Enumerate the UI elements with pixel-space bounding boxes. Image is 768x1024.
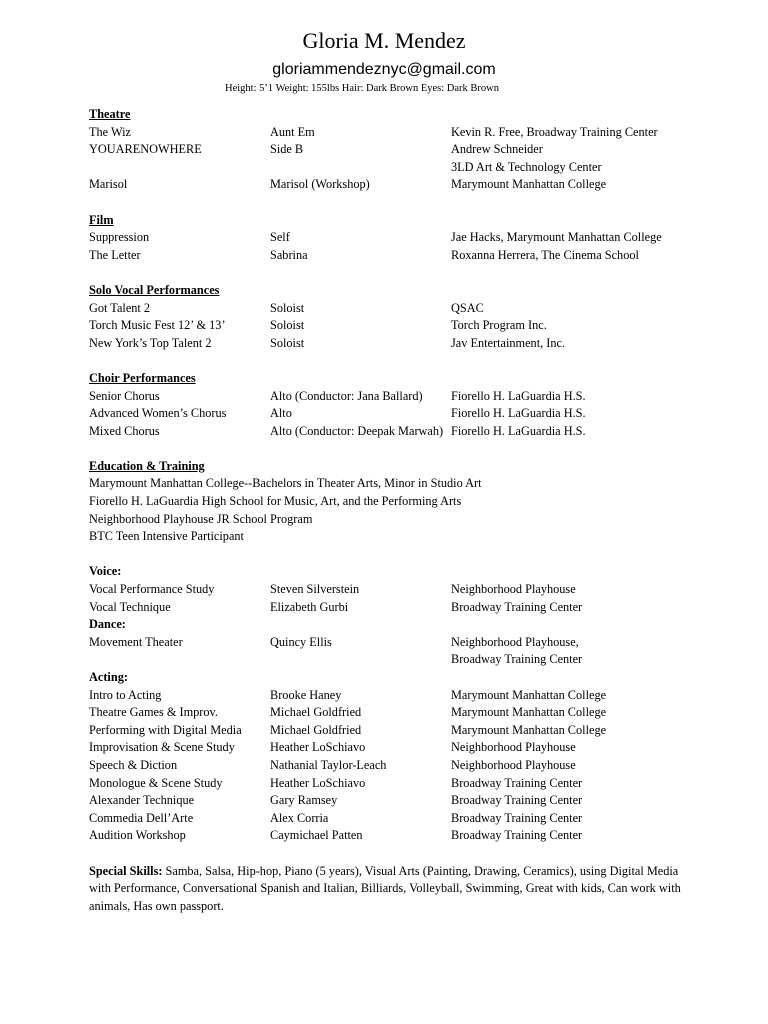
table-row <box>89 651 719 669</box>
table-row <box>89 141 719 159</box>
credit-title: YOUARENOWHERE <box>89 142 202 157</box>
credit-role: Elizabeth Gurbi <box>270 599 349 614</box>
credit-role: Heather LoSchiavo <box>270 775 366 790</box>
credit-venue: Roxanna Herrera, The Cinema School <box>451 247 639 262</box>
table-row <box>89 388 719 406</box>
credit-role: Michael Goldfried <box>270 705 362 720</box>
section-heading-choir: Choir Performances <box>89 370 196 385</box>
dance-table <box>89 634 719 669</box>
credit-role: Soloist <box>270 335 305 350</box>
education-line: Neighborhood Playhouse JR School Program <box>89 511 313 526</box>
credit-role: Sabrina <box>270 247 308 262</box>
credit-title: Senior Chorus <box>89 388 160 403</box>
solo-vocal-table <box>89 300 719 353</box>
education-line: Fiorello H. LaGuardia High School for Music, Art, and the Performing Arts <box>89 494 462 509</box>
credit-role: Self <box>270 230 290 245</box>
table-row <box>89 581 719 599</box>
section-heading-film: Film <box>89 212 114 227</box>
credit-role: Alto <box>270 406 292 421</box>
credit-role: Alto (Conductor: Jana Ballard) <box>270 388 423 403</box>
credit-role: Alex Corria <box>270 810 329 825</box>
table-row <box>89 704 719 722</box>
table-row <box>89 792 719 810</box>
credit-venue: Neighborhood Playhouse <box>451 740 576 755</box>
credit-title: Audition Workshop <box>89 828 186 843</box>
acting-table <box>89 687 719 845</box>
credit-role: Quincy Ellis <box>270 634 332 649</box>
credit-title: Marisol <box>89 177 128 192</box>
credit-role: Alto (Conductor: Deepak Marwah) <box>270 423 444 438</box>
credit-venue: Fiorello H. LaGuardia H.S. <box>451 406 586 421</box>
section-heading-theatre: Theatre <box>89 107 131 121</box>
credit-title: Torch Music Fest 12’ & 13’ <box>89 318 226 333</box>
credit-role: Steven Silverstein <box>270 582 360 597</box>
resume-email[interactable]: gloriammendeznyc@gmail.com <box>272 61 496 78</box>
credit-role: Heather LoSchiavo <box>270 740 366 755</box>
credit-venue: Broadway Training Center <box>451 793 583 808</box>
table-row <box>89 317 719 335</box>
credit-title: Advanced Women’s Chorus <box>89 406 227 421</box>
choir-table <box>89 388 719 441</box>
table-row <box>89 124 719 142</box>
credit-title: Suppression <box>89 230 150 245</box>
theatre-table <box>89 124 719 194</box>
table-row <box>89 423 719 441</box>
credit-venue: QSAC <box>451 300 484 315</box>
credit-title: The Letter <box>89 247 141 262</box>
credit-venue: Broadway Training Center <box>451 810 583 825</box>
credit-venue: Broadway Training Center <box>451 599 583 614</box>
credit-title: Speech & Diction <box>89 757 178 772</box>
subheading-acting: Acting: <box>89 670 128 684</box>
credit-venue: Neighborhood Playhouse <box>451 757 576 772</box>
table-row <box>89 827 719 845</box>
table-row <box>89 739 719 757</box>
special-skills-label: Special Skills: <box>89 863 163 878</box>
credit-venue: Neighborhood Playhouse, <box>451 634 579 649</box>
credit-venue: Marymount Manhattan College <box>451 705 607 720</box>
table-row <box>89 176 719 194</box>
credit-title: Got Talent 2 <box>89 300 151 315</box>
credit-title: Mixed Chorus <box>89 423 160 438</box>
credit-title: Theatre Games & Improv. <box>89 705 218 720</box>
subheading-voice: Voice: <box>89 564 122 579</box>
credit-title: Performing with Digital Media <box>89 722 242 737</box>
resume-body <box>89 106 719 915</box>
credit-title: Alexander Technique <box>89 793 195 808</box>
table-row <box>89 229 719 247</box>
credit-title: Commedia Dell’Arte <box>89 810 194 825</box>
credit-venue: Kevin R. Free, Broadway Training Center <box>451 124 658 139</box>
table-row <box>89 722 719 740</box>
credit-role: Side B <box>270 142 304 157</box>
credit-title: Movement Theater <box>89 634 183 649</box>
table-row <box>89 247 719 265</box>
credit-venue: Fiorello H. LaGuardia H.S. <box>451 388 586 403</box>
credit-role: Brooke Haney <box>270 687 342 702</box>
credit-title: The Wiz <box>89 124 131 139</box>
credit-role: Gary Ramsey <box>270 793 338 808</box>
education-list <box>89 475 719 545</box>
film-table <box>89 229 719 264</box>
credit-role: Marisol (Workshop) <box>270 177 370 192</box>
credit-venue: 3LD Art & Technology Center <box>451 159 602 174</box>
subheading-dance: Dance: <box>89 617 126 632</box>
physical-stats: Height: 5’1 Weight: 155lbs Hair: Dark Brown Eyes: Dark Brown <box>225 83 499 94</box>
credit-role: Nathanial Taylor-Leach <box>270 757 387 772</box>
credit-title: New York’s Top Talent 2 <box>89 335 212 350</box>
credit-venue: Andrew Schneider <box>451 142 543 157</box>
credit-venue: Neighborhood Playhouse <box>451 582 576 597</box>
education-line: BTC Teen Intensive Participant <box>89 529 244 544</box>
table-row <box>89 687 719 705</box>
credit-venue: Broadway Training Center <box>451 828 583 843</box>
credit-role: Soloist <box>270 318 305 333</box>
credit-venue: Torch Program Inc. <box>451 318 547 333</box>
credit-role: Soloist <box>270 300 305 315</box>
credit-venue: Marymount Manhattan College <box>451 687 607 702</box>
section-heading-solo-vocal: Solo Vocal Performances <box>89 282 220 297</box>
credit-title: Vocal Performance Study <box>89 582 215 597</box>
education-line: Marymount Manhattan College--Bachelors in Theater Arts, Minor in Studio Art <box>89 476 482 491</box>
resume-name: Gloria M. Mendez <box>302 28 466 53</box>
credit-role: Michael Goldfried <box>270 722 362 737</box>
special-skills-text: Samba, Salsa, Hip-hop, Piano (5 years), Visual Arts (Painting, Drawing, Ceramics), using Digital Media with Performance, Conversational Spanish and Italian, Billiards, Volleyball, Swimming, Great with kids, Can work with animals, Has own passport. <box>89 863 681 913</box>
credit-venue: Marymount Manhattan College <box>451 722 607 737</box>
credit-venue: Marymount Manhattan College <box>451 177 607 192</box>
credit-title: Vocal Technique <box>89 599 171 614</box>
credit-venue: Broadway Training Center <box>451 775 583 790</box>
table-row <box>89 300 719 318</box>
credit-venue: Fiorello H. LaGuardia H.S. <box>451 423 586 438</box>
table-row <box>89 810 719 828</box>
credit-role: Caymichael Patten <box>270 828 363 843</box>
table-row <box>89 335 719 353</box>
credit-venue: Jav Entertainment, Inc. <box>451 335 566 350</box>
credit-venue: Broadway Training Center <box>451 652 583 667</box>
credit-title: Monologue & Scene Study <box>89 775 223 790</box>
credit-role: Aunt Em <box>270 124 315 139</box>
table-row <box>89 757 719 775</box>
voice-table <box>89 581 719 616</box>
table-row <box>89 405 719 423</box>
section-heading-education: Education & Training <box>89 458 205 473</box>
credit-title: Intro to Acting <box>89 687 162 702</box>
credit-venue: Jae Hacks, Marymount Manhattan College <box>451 230 662 245</box>
credit-title: Improvisation & Scene Study <box>89 740 235 755</box>
table-row <box>89 634 719 652</box>
table-row <box>89 775 719 793</box>
special-skills <box>89 863 689 916</box>
table-row <box>89 599 719 617</box>
table-row <box>89 159 719 177</box>
